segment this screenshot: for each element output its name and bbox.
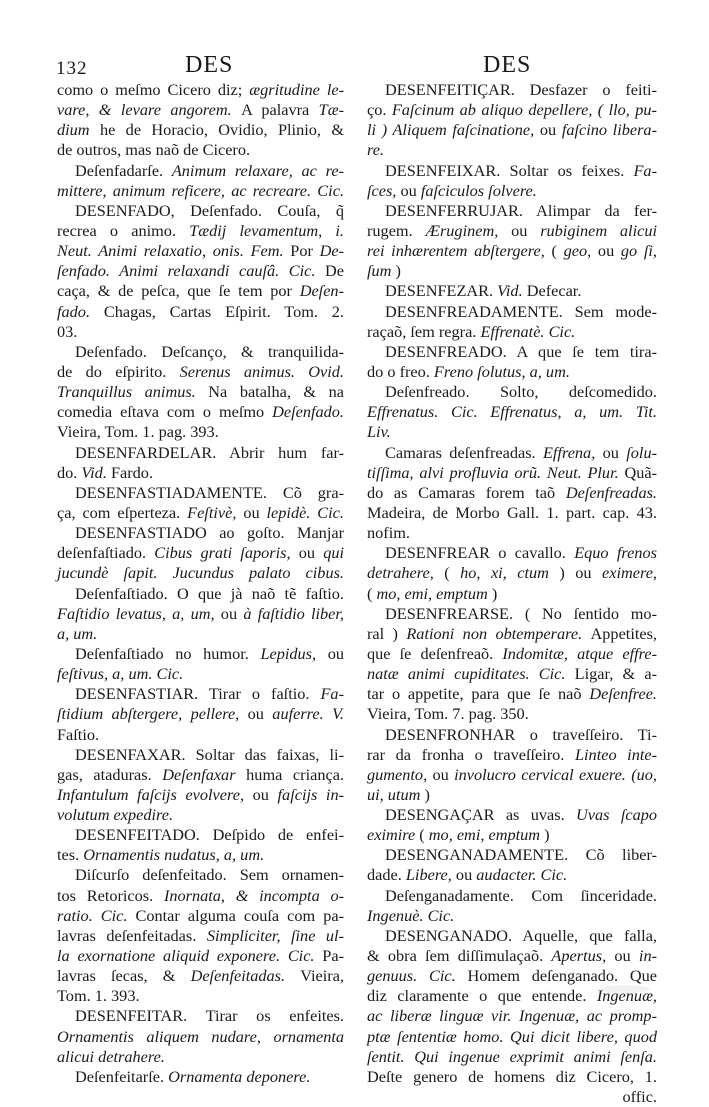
portuguese-text: DESENFEITADO. Deſpido de enfei- xyxy=(75,825,344,845)
latin-text: Freno ſolutus, a, um. xyxy=(433,361,570,381)
latin-text: Uvas ſcapo xyxy=(576,805,658,825)
latin-text: jucundè ſapit. Jucundus palato cibus. xyxy=(57,563,344,583)
portuguese-text: Deſenfreado. Solto, deſcomedido. xyxy=(385,382,657,402)
portuguese-text: Diſcurſo deſenfeitado. Sem ornamen- xyxy=(75,865,344,885)
text-line xyxy=(57,865,344,885)
latin-text: ſolu- xyxy=(626,442,657,462)
portuguese-text: Deſenfadarſe. xyxy=(75,160,172,180)
portuguese-text: DESENFEZAR. xyxy=(385,281,498,301)
latin-text: ſtidium abſtergere, pellere, xyxy=(57,704,248,724)
latin-text: Effrena, xyxy=(542,442,603,462)
portuguese-text: ) xyxy=(395,261,401,281)
latin-text: Vid. xyxy=(81,462,111,482)
portuguese-text: DESENFASTIAR. Tirar o faſtio. xyxy=(75,684,321,704)
text-line xyxy=(57,664,344,684)
latin-text: Deſenfeitadas. xyxy=(190,966,301,986)
text-line xyxy=(57,402,344,422)
latin-text: De- xyxy=(319,241,344,261)
text-line xyxy=(57,100,344,120)
text-line xyxy=(367,946,657,966)
latin-text: ui, utum xyxy=(367,784,425,804)
text-line xyxy=(57,1006,344,1026)
portuguese-text: ou xyxy=(597,241,621,261)
portuguese-text: Appetites, xyxy=(590,623,657,643)
portuguese-text: 03. xyxy=(57,321,78,341)
latin-text: mo, emi, emptum xyxy=(376,583,492,603)
portuguese-text: gas, ataduras. xyxy=(57,764,163,784)
text-line xyxy=(367,1047,657,1067)
portuguese-text: Faſtio. xyxy=(57,724,100,744)
portuguese-text: tar o appetite, para que ſe naõ xyxy=(367,684,590,704)
text-line xyxy=(57,684,344,704)
portuguese-text: Quã- xyxy=(624,462,657,482)
portuguese-text: ou xyxy=(327,643,344,663)
portuguese-text: DESENFERRUJAR. Alimpar da fer- xyxy=(385,200,657,220)
text-line xyxy=(57,966,344,986)
portuguese-text: DESENFASTIADO ao goſto. Manjar xyxy=(75,523,344,543)
left-column xyxy=(57,80,344,1087)
latin-text: Equo frenos xyxy=(574,543,657,563)
text-line xyxy=(57,986,344,1006)
text-line xyxy=(367,342,657,362)
text-line xyxy=(367,604,657,624)
text-line xyxy=(367,1087,657,1107)
text-line xyxy=(57,221,344,241)
portuguese-text: recrea o animo. xyxy=(57,220,190,240)
portuguese-text: DESENFADO, Deſenfado. Couſa, q̃ xyxy=(75,200,344,220)
latin-text: involucro cervical exuere. (uo, xyxy=(454,764,657,784)
portuguese-text: do as Camaras forem taõ xyxy=(367,482,566,502)
text-line xyxy=(367,584,657,604)
text-line xyxy=(367,483,657,503)
portuguese-text: ( xyxy=(444,563,461,583)
latin-text: Deſenfado. xyxy=(272,402,344,422)
text-line xyxy=(367,725,657,745)
portuguese-text: Vieira, Tom. 1. pag. 393. xyxy=(57,422,219,442)
portuguese-text: ou xyxy=(511,220,541,240)
text-line xyxy=(367,503,657,523)
latin-text: Deſen- xyxy=(299,281,344,301)
latin-text: ac liberæ linguæ vir. Ingenuæ, ac promp- xyxy=(367,1006,657,1026)
text-line xyxy=(367,161,657,181)
portuguese-text: que ſe deſenfreaõ. xyxy=(367,643,503,663)
latin-text: Infantulum faſcijs evolvere, xyxy=(57,784,253,804)
running-head-left: DES xyxy=(185,52,234,78)
text-line xyxy=(57,302,344,322)
portuguese-text: ) xyxy=(424,784,430,804)
text-line xyxy=(367,805,657,825)
latin-text: natæ animi cupiditates. Cic. xyxy=(367,664,575,684)
latin-text: Serenus animus. Ovid. xyxy=(179,361,345,381)
text-line xyxy=(57,765,344,785)
portuguese-text: Defecar. xyxy=(526,281,582,301)
portuguese-text: Na batalha, & na xyxy=(208,382,344,402)
text-line xyxy=(367,745,657,765)
portuguese-text: do o freo. xyxy=(367,361,434,381)
portuguese-text: ) xyxy=(491,583,498,603)
portuguese-text: Tom. 1. 393. xyxy=(57,986,140,1006)
latin-text: Ornamentis aliquem nudare, ornamenta xyxy=(57,1026,344,1046)
text-line xyxy=(367,463,657,483)
text-line xyxy=(367,100,657,120)
portuguese-text: DESENFAXAR. Soltar das faixas, li- xyxy=(75,744,344,764)
latin-text: Effrenatè. Cic. xyxy=(480,321,576,341)
latin-text: Ornamentis nudatus, a, um. xyxy=(83,845,265,865)
text-line xyxy=(57,906,344,926)
latin-text: faſciculos ſolvere. xyxy=(420,180,537,200)
text-line xyxy=(367,281,657,301)
portuguese-text: ou xyxy=(298,543,324,563)
portuguese-text: DESENFRONHAR o traveſſeiro. Ti- xyxy=(385,724,657,744)
latin-text: go ſi, xyxy=(620,241,657,261)
latin-text: Rationi non obtemperare. xyxy=(406,623,591,643)
latin-text: Deſenfaxar xyxy=(162,764,247,784)
portuguese-text: he de Horacio, Ovidio, Plinio, & xyxy=(99,120,344,140)
latin-text: feſtivus, a, um. Cic. xyxy=(57,664,184,684)
portuguese-text: Deſenfaſtiado. O que jà naõ tẽ faſtio. xyxy=(75,583,344,603)
latin-text: à faſtidio liber, xyxy=(243,603,345,623)
latin-text: Indomitæ, atque effre- xyxy=(502,643,658,663)
latin-text: Deſenfreadas. xyxy=(565,482,657,502)
portuguese-text: raçaõ, ſem regra. xyxy=(367,321,481,341)
text-line xyxy=(367,322,657,342)
text-line xyxy=(57,926,344,946)
latin-text: faſcino libera- xyxy=(561,120,657,140)
text-line xyxy=(367,181,657,201)
latin-text: rei inhærentem abſtergere, xyxy=(367,241,552,261)
portuguese-text: ou xyxy=(243,502,267,522)
text-line xyxy=(57,161,344,181)
portuguese-text: como o meſmo Cicero diz; xyxy=(57,80,250,99)
latin-text: Apertus, xyxy=(551,946,615,966)
portuguese-text: ou xyxy=(602,442,627,462)
text-line xyxy=(367,1006,657,1026)
text-line xyxy=(367,765,657,785)
text-line xyxy=(367,644,657,664)
portuguese-text: ou xyxy=(252,784,278,804)
portuguese-text: comedia eſtava com o meſmo xyxy=(57,402,273,422)
text-line xyxy=(367,926,657,946)
text-line xyxy=(367,1067,657,1087)
text-line xyxy=(57,946,344,966)
text-line xyxy=(57,422,344,442)
portuguese-text: offic. xyxy=(622,1087,657,1107)
portuguese-text: tes. xyxy=(57,845,84,865)
text-line xyxy=(367,664,657,684)
latin-text: Ingenuæ, xyxy=(596,986,657,1006)
latin-text: dium xyxy=(57,120,100,140)
portuguese-text: ou xyxy=(539,120,562,140)
portuguese-text: deſenfaſtiado. xyxy=(57,543,155,563)
text-line xyxy=(57,584,344,604)
text-line xyxy=(57,523,344,543)
portuguese-text: De xyxy=(325,261,344,281)
latin-text: lepidè. Cic. xyxy=(266,502,344,522)
latin-text: genuus. Cic. xyxy=(367,966,468,986)
text-line xyxy=(57,805,344,825)
portuguese-text: lavras deſenfeitadas. xyxy=(57,925,207,945)
latin-text: ptæ ſententiæ homo. Qui dicit libere, quod xyxy=(367,1026,657,1046)
text-line xyxy=(367,886,657,906)
print-smudge xyxy=(600,985,650,993)
text-line xyxy=(57,281,344,301)
latin-text: in- xyxy=(638,946,658,966)
latin-text: Deſenfree. xyxy=(589,684,657,704)
text-line xyxy=(57,382,344,402)
text-line xyxy=(367,422,657,442)
portuguese-text: ça, com eſperteza. xyxy=(57,502,188,522)
text-line xyxy=(367,543,657,563)
portuguese-text: Por xyxy=(290,241,320,261)
latin-text: mittere, animum reficere, ac recreare. Cic. xyxy=(57,180,344,200)
text-line xyxy=(367,140,657,160)
latin-text: Linteo inte- xyxy=(574,744,657,764)
text-line xyxy=(57,563,344,583)
text-line xyxy=(367,563,657,583)
latin-text: ratio. Cic. xyxy=(57,905,136,925)
portuguese-text: DESENFEIXAR. Soltar os feixes. xyxy=(385,160,634,180)
running-head-right: DES xyxy=(483,52,532,78)
latin-text: Neut. Animi relaxatio, onis. Fem. xyxy=(57,241,291,261)
text-line xyxy=(367,221,657,241)
latin-text: ſentit. Qui ingenue exprimit animi ſenſa. xyxy=(367,1046,657,1066)
latin-text: geo, xyxy=(563,241,598,261)
portuguese-text: Chagas, Cartas Eſpirit. Tom. 2. xyxy=(103,301,344,321)
text-line xyxy=(57,845,344,865)
text-line xyxy=(57,503,344,523)
portuguese-text: ( xyxy=(419,825,429,845)
text-line xyxy=(367,523,657,543)
text-line xyxy=(57,604,344,624)
portuguese-text: ou xyxy=(247,704,273,724)
latin-text: Liv. xyxy=(367,422,391,442)
text-line xyxy=(367,302,657,322)
text-line xyxy=(367,261,657,281)
latin-text: ſum xyxy=(367,261,396,281)
portuguese-text: caça, & de peſca, que ſe tem por xyxy=(57,281,300,301)
latin-text: Simpliciter, ſine ul- xyxy=(206,925,344,945)
portuguese-text: ou xyxy=(455,865,477,885)
portuguese-text: DESENFASTIADAMENTE. Cõ gra- xyxy=(75,482,344,502)
portuguese-text: Deſenganadamente. Com ſinceridade. xyxy=(385,885,657,905)
latin-text: gumento, xyxy=(367,764,433,784)
latin-text: detrahere, xyxy=(367,563,445,583)
text-line xyxy=(57,1067,344,1087)
portuguese-text: DESENFREARSE. ( No ſentido mo- xyxy=(385,603,657,623)
latin-text: Vid. xyxy=(497,281,527,301)
latin-text: mo, emi, emptum xyxy=(428,825,545,845)
latin-text: a, um. xyxy=(57,623,98,643)
text-line xyxy=(367,443,657,463)
latin-text: ſces, xyxy=(367,180,401,200)
text-line xyxy=(367,684,657,704)
latin-text: li ) Aliquem faſcinatione, xyxy=(367,120,540,140)
portuguese-text: ( xyxy=(367,583,377,603)
text-line xyxy=(57,140,344,160)
portuguese-text: DESENFEITAR. Tirar os enfeites. xyxy=(75,1006,344,1026)
portuguese-text: Contar alguma couſa com pa- xyxy=(135,905,345,925)
latin-text: ſenfado. Animi relaxandi cauſâ. Cic. xyxy=(57,261,326,281)
text-line xyxy=(57,241,344,261)
latin-text: Tædij levamentum, i. xyxy=(189,220,344,240)
text-line xyxy=(57,120,344,140)
portuguese-text: ou xyxy=(220,603,244,623)
text-line xyxy=(367,785,657,805)
text-line xyxy=(57,704,344,724)
portuguese-text: ço. xyxy=(367,100,392,120)
latin-text: Cibus grati ſaporis, xyxy=(154,543,299,563)
latin-text: volutum expedire. xyxy=(57,805,174,825)
portuguese-text: DESENFREADO. A que ſe tem tira- xyxy=(385,341,657,361)
text-line xyxy=(57,644,344,664)
latin-text: Animum relaxare, ac re- xyxy=(171,160,344,180)
portuguese-text: & obra ſem diſſimulaçaõ. xyxy=(367,946,552,966)
latin-text: eximere, xyxy=(602,563,657,583)
portuguese-text: ) xyxy=(544,825,550,845)
portuguese-text: DESENFREADAMENTE. Sem mode- xyxy=(385,301,657,321)
text-line xyxy=(367,825,657,845)
latin-text: Faſcinum ab aliquo depellere, ( llo, pu- xyxy=(391,100,657,120)
latin-text: vare, & levare angorem. xyxy=(57,100,242,120)
latin-text: Fa- xyxy=(320,684,344,704)
portuguese-text: DESENFARDELAR. Abrir hum far- xyxy=(75,442,344,462)
text-line xyxy=(57,181,344,201)
portuguese-text: Madeira, de Morbo Gall. 1. part. cap. 43. xyxy=(367,502,657,522)
latin-text: Lepidus, xyxy=(260,643,328,663)
text-line xyxy=(367,704,657,724)
portuguese-text: DESENGANADO. Aquelle, que falla, xyxy=(385,925,657,945)
latin-text: auferre. V. xyxy=(272,704,344,724)
portuguese-text: DESENGANADAMENTE. Cõ liber- xyxy=(385,845,657,865)
text-line xyxy=(57,362,344,382)
portuguese-text: Fardo. xyxy=(110,462,154,482)
latin-text: Libere, xyxy=(405,865,456,885)
text-line xyxy=(367,120,657,140)
portuguese-text: ( xyxy=(551,241,564,261)
text-line xyxy=(57,725,344,745)
latin-text: alicui detrahere. xyxy=(57,1046,165,1066)
portuguese-text: rugem. xyxy=(367,220,426,240)
latin-text: Æruginem, xyxy=(425,220,512,240)
latin-text: Ornamenta deponere. xyxy=(168,1066,311,1086)
text-line xyxy=(57,443,344,463)
text-line xyxy=(57,1027,344,1047)
portuguese-text: ou xyxy=(400,180,421,200)
text-line xyxy=(57,1047,344,1067)
portuguese-text: de outros, mas naõ de Cicero. xyxy=(57,140,251,160)
text-line xyxy=(57,342,344,362)
portuguese-text: DESENFREAR o cavallo. xyxy=(385,543,575,563)
latin-text: eximire xyxy=(367,825,420,845)
portuguese-text: de do eſpirito. xyxy=(57,361,180,381)
latin-text: Effrenatus. Cic. Effrenatus, a, um. Tit. xyxy=(367,402,657,422)
latin-text: Tæ- xyxy=(318,100,345,120)
text-line xyxy=(367,865,657,885)
latin-text: qui xyxy=(323,543,344,563)
latin-text: re. xyxy=(367,140,385,160)
portuguese-text: Ligar, & a- xyxy=(574,664,657,684)
portuguese-text: tos Retoricos. xyxy=(57,885,164,905)
latin-text: Faſtidio levatus, a, um, xyxy=(57,603,221,623)
portuguese-text: Vieira, Tom. 7. pag. 350. xyxy=(367,704,529,724)
portuguese-text: ou xyxy=(432,764,455,784)
portuguese-text: Homem deſenganado. Que xyxy=(467,966,658,986)
text-line xyxy=(57,322,344,342)
latin-text: Feſtivè, xyxy=(187,502,244,522)
portuguese-text: DESENGAÇAR as uvas. xyxy=(385,805,577,825)
latin-text: faſcijs in- xyxy=(277,784,345,804)
page-number: 132 xyxy=(56,58,88,79)
portuguese-text: ou xyxy=(614,946,639,966)
portuguese-text: A palavra xyxy=(241,100,319,120)
text-line xyxy=(367,382,657,402)
latin-text: Fa- xyxy=(633,160,657,180)
latin-text: Tranquillus animus. xyxy=(57,382,209,402)
latin-text: ho, xi, ctum xyxy=(460,563,560,583)
portuguese-text: do. xyxy=(57,462,82,482)
portuguese-text: Deſenfado. Deſcanço, & tranquilida- xyxy=(75,341,344,361)
text-line xyxy=(367,906,657,926)
text-line xyxy=(57,201,344,221)
portuguese-text: ) ou xyxy=(559,563,602,583)
text-line xyxy=(57,543,344,563)
portuguese-text: Deſenfeitarſe. xyxy=(75,1066,169,1086)
portuguese-text: DESENFEITIÇAR. Desfazer o feiti- xyxy=(385,80,657,99)
text-line xyxy=(367,1027,657,1047)
text-line xyxy=(57,80,344,100)
latin-text: rubiginem alicui xyxy=(540,220,657,240)
text-line xyxy=(57,463,344,483)
text-line xyxy=(57,785,344,805)
text-line xyxy=(367,362,657,382)
text-line xyxy=(57,624,344,644)
latin-text: Inornata, & incompta o- xyxy=(163,885,345,905)
latin-text: ægritudine le- xyxy=(249,80,344,99)
text-line xyxy=(367,201,657,221)
text-line xyxy=(367,845,657,865)
portuguese-text: rar da fronha o traveſſeiro. xyxy=(367,744,575,764)
latin-text: audacter. Cic. xyxy=(476,865,568,885)
text-line xyxy=(367,966,657,986)
latin-text: tiſſima, alvi profluvia orũ. Neut. Plur. xyxy=(367,462,625,482)
text-line xyxy=(367,402,657,422)
text-line xyxy=(367,241,657,261)
text-line xyxy=(57,825,344,845)
right-column xyxy=(367,80,657,1107)
latin-text: la exornatione aliquid exponere. Cic. xyxy=(57,946,323,966)
portuguese-text: Camaras deſenfreadas. xyxy=(385,442,543,462)
portuguese-text: huma criança. xyxy=(246,764,344,784)
portuguese-text: diz claramente o que entende. xyxy=(367,986,597,1006)
portuguese-text: nofim. xyxy=(367,523,410,543)
latin-text: fado. xyxy=(57,301,104,321)
portuguese-text: Pa- xyxy=(322,946,344,966)
portuguese-text: ral ) xyxy=(367,623,407,643)
text-line xyxy=(367,80,657,100)
text-line xyxy=(57,745,344,765)
portuguese-text: Deſte genero de homens diz Cicero, 1. xyxy=(367,1066,657,1086)
text-line xyxy=(57,886,344,906)
text-line xyxy=(57,483,344,503)
text-line xyxy=(57,261,344,281)
text-line xyxy=(367,624,657,644)
portuguese-text: lavras ſecas, & xyxy=(57,966,191,986)
portuguese-text: Deſenfaſtiado no humor. xyxy=(75,643,261,663)
portuguese-text: Vieira, xyxy=(300,966,344,986)
latin-text: Ingenuè. Cic. xyxy=(367,905,455,925)
portuguese-text: dade. xyxy=(367,865,406,885)
